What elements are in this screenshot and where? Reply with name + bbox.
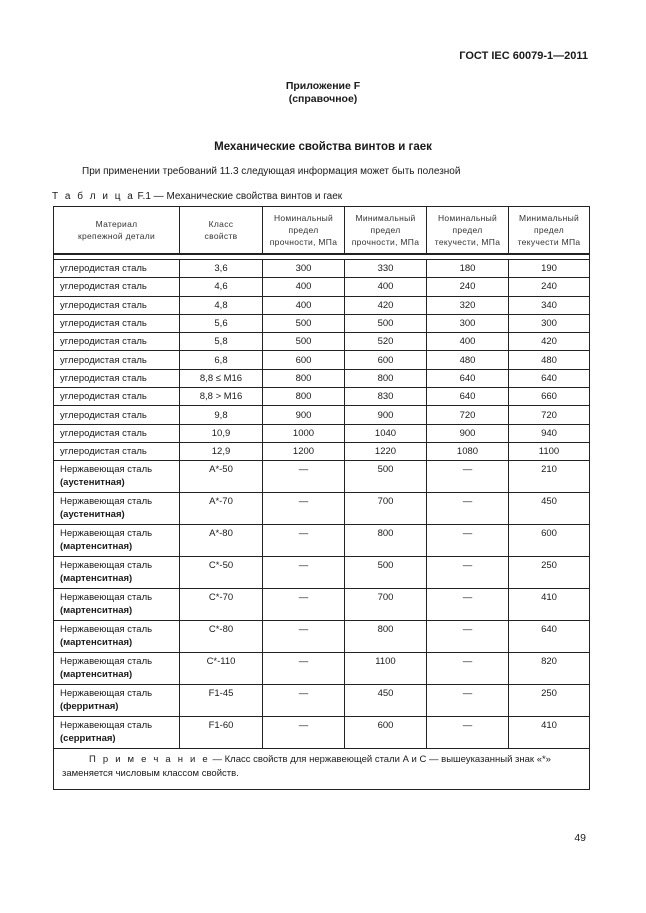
cell-class: F1-60 bbox=[180, 717, 263, 749]
cell-min-strength: 500 bbox=[345, 557, 427, 589]
table-row bbox=[54, 260, 590, 278]
cell-material: углеродистая сталь bbox=[54, 442, 180, 460]
cell-nominal-yield: 320 bbox=[427, 296, 509, 314]
cell-nominal-strength: — bbox=[263, 557, 345, 589]
intro-paragraph: При применении требований 11.3 следующая информация может быть полезной bbox=[82, 166, 461, 177]
note-prefix: П р и м е ч а н и е bbox=[89, 754, 210, 766]
cell-nominal-yield: — bbox=[427, 653, 509, 685]
table-row bbox=[54, 424, 590, 442]
cell-material: углеродистая сталь bbox=[54, 333, 180, 351]
cell-min-strength: 600 bbox=[345, 351, 427, 369]
cell-material: углеродистая сталь bbox=[54, 260, 180, 278]
cell-nominal-yield: 1080 bbox=[427, 442, 509, 460]
cell-nominal-strength: — bbox=[263, 653, 345, 685]
cell-nominal-yield: 640 bbox=[427, 388, 509, 406]
cell-min-yield: 410 bbox=[509, 589, 590, 621]
cell-class: F1-45 bbox=[180, 685, 263, 717]
cell-material bbox=[54, 653, 180, 685]
table-row bbox=[54, 351, 590, 369]
table-row bbox=[54, 557, 590, 589]
header-nominal-yield: Номинальный предел текучести, МПа bbox=[427, 207, 509, 255]
cell-material: углеродистая сталь bbox=[54, 314, 180, 332]
table-row bbox=[54, 314, 590, 332]
cell-min-strength: 330 bbox=[345, 260, 427, 278]
cell-min-yield: 210 bbox=[509, 461, 590, 493]
cell-min-yield: 720 bbox=[509, 406, 590, 424]
cell-min-yield: 250 bbox=[509, 557, 590, 589]
cell-material bbox=[54, 685, 180, 717]
cell-min-yield: 480 bbox=[509, 351, 590, 369]
cell-nominal-yield: 180 bbox=[427, 260, 509, 278]
table-row bbox=[54, 278, 590, 296]
table-row bbox=[54, 406, 590, 424]
cell-min-strength: 700 bbox=[345, 589, 427, 621]
cell-min-strength: 900 bbox=[345, 406, 427, 424]
cell-class: 10,9 bbox=[180, 424, 263, 442]
cell-min-strength: 1100 bbox=[345, 653, 427, 685]
cell-class: 4,8 bbox=[180, 296, 263, 314]
cell-min-yield: 820 bbox=[509, 653, 590, 685]
cell-min-yield: 250 bbox=[509, 685, 590, 717]
cell-min-yield: 240 bbox=[509, 278, 590, 296]
material-type: (мартенситная) bbox=[60, 541, 133, 553]
cell-min-strength: 500 bbox=[345, 461, 427, 493]
cell-nominal-strength: 500 bbox=[263, 333, 345, 351]
cell-nominal-strength: — bbox=[263, 493, 345, 525]
table-row bbox=[54, 525, 590, 557]
material-type: (мартенситная) bbox=[60, 605, 133, 617]
cell-material bbox=[54, 461, 180, 493]
cell-min-strength: 700 bbox=[345, 493, 427, 525]
cell-min-yield: 420 bbox=[509, 333, 590, 351]
cell-class: 8,8 > М16 bbox=[180, 388, 263, 406]
cell-min-strength: 830 bbox=[345, 388, 427, 406]
table-row bbox=[54, 653, 590, 685]
cell-min-yield: 660 bbox=[509, 388, 590, 406]
cell-class: С*-70 bbox=[180, 589, 263, 621]
cell-min-strength: 450 bbox=[345, 685, 427, 717]
cell-nominal-yield: — bbox=[427, 685, 509, 717]
table-row bbox=[54, 369, 590, 387]
cell-nominal-strength: 1000 bbox=[263, 424, 345, 442]
cell-class: 5,6 bbox=[180, 314, 263, 332]
header-min-strength: Минимальный предел прочности, МПа bbox=[345, 207, 427, 255]
cell-nominal-strength: 600 bbox=[263, 351, 345, 369]
cell-min-strength: 520 bbox=[345, 333, 427, 351]
material-name: Нержавеющая сталь bbox=[60, 496, 153, 508]
cell-nominal-strength: — bbox=[263, 685, 345, 717]
cell-material bbox=[54, 557, 180, 589]
cell-nominal-yield: 480 bbox=[427, 351, 509, 369]
cell-nominal-strength: 400 bbox=[263, 296, 345, 314]
cell-min-yield: 640 bbox=[509, 621, 590, 653]
cell-material: углеродистая сталь bbox=[54, 278, 180, 296]
cell-min-yield: 940 bbox=[509, 424, 590, 442]
material-type: (ферритная) bbox=[60, 701, 119, 713]
appendix-subtitle: (справочное) bbox=[288, 93, 358, 105]
table-row bbox=[54, 621, 590, 653]
cell-class: С*-50 bbox=[180, 557, 263, 589]
cell-min-strength: 1040 bbox=[345, 424, 427, 442]
cell-min-yield: 190 bbox=[509, 260, 590, 278]
table-note bbox=[54, 749, 590, 790]
material-type: (аустенитная) bbox=[60, 509, 125, 521]
table-row bbox=[54, 589, 590, 621]
material-type: (мартенситная) bbox=[60, 669, 133, 681]
cell-class: 12,9 bbox=[180, 442, 263, 460]
cell-min-yield: 450 bbox=[509, 493, 590, 525]
material-name: Нержавеющая сталь bbox=[60, 624, 153, 636]
appendix-title: Приложение F bbox=[285, 80, 361, 92]
cell-min-yield: 640 bbox=[509, 369, 590, 387]
cell-material: углеродистая сталь bbox=[54, 388, 180, 406]
table-row bbox=[54, 442, 590, 460]
cell-class: А*-50 bbox=[180, 461, 263, 493]
cell-material bbox=[54, 589, 180, 621]
cell-material: углеродистая сталь bbox=[54, 351, 180, 369]
cell-nominal-strength: 500 bbox=[263, 314, 345, 332]
cell-nominal-yield: — bbox=[427, 621, 509, 653]
table-row bbox=[54, 296, 590, 314]
table-row bbox=[54, 717, 590, 749]
cell-class: 6,8 bbox=[180, 351, 263, 369]
material-type: (мартенситная) bbox=[60, 637, 133, 649]
cell-material: углеродистая сталь bbox=[54, 369, 180, 387]
header-nominal-strength: Номинальный предел прочности, МПа bbox=[263, 207, 345, 255]
cell-material bbox=[54, 621, 180, 653]
cell-min-yield: 410 bbox=[509, 717, 590, 749]
header-material: Материал крепежной детали bbox=[54, 207, 180, 255]
cell-min-strength: 400 bbox=[345, 278, 427, 296]
cell-nominal-yield: 720 bbox=[427, 406, 509, 424]
cell-class: 3,6 bbox=[180, 260, 263, 278]
material-name: Нержавеющая сталь bbox=[60, 528, 153, 540]
table-caption-text: F.1 — Механические свойства винтов и гаек bbox=[134, 191, 343, 202]
cell-material bbox=[54, 525, 180, 557]
cell-material bbox=[54, 493, 180, 525]
cell-nominal-yield: 640 bbox=[427, 369, 509, 387]
cell-min-strength: 600 bbox=[345, 717, 427, 749]
cell-nominal-strength: — bbox=[263, 621, 345, 653]
cell-min-yield: 1100 bbox=[509, 442, 590, 460]
table-row bbox=[54, 333, 590, 351]
cell-material bbox=[54, 717, 180, 749]
cell-nominal-yield: 240 bbox=[427, 278, 509, 296]
material-type: (аустенитная) bbox=[60, 477, 125, 489]
cell-class: А*-70 bbox=[180, 493, 263, 525]
cell-nominal-strength: — bbox=[263, 525, 345, 557]
table-caption bbox=[52, 191, 342, 202]
cell-nominal-strength: — bbox=[263, 461, 345, 493]
cell-material: углеродистая сталь bbox=[54, 296, 180, 314]
cell-nominal-yield: — bbox=[427, 525, 509, 557]
appendix-heading bbox=[0, 80, 646, 106]
cell-nominal-strength: — bbox=[263, 589, 345, 621]
material-name: Нержавеющая сталь bbox=[60, 560, 153, 572]
table-row bbox=[54, 685, 590, 717]
table-body bbox=[54, 254, 590, 790]
header-class: Класс свойств bbox=[180, 207, 263, 255]
properties-table bbox=[53, 206, 590, 790]
cell-nominal-strength: 400 bbox=[263, 278, 345, 296]
cell-class: А*-80 bbox=[180, 525, 263, 557]
cell-min-strength: 420 bbox=[345, 296, 427, 314]
table-note-row bbox=[54, 749, 590, 790]
cell-class: 9,8 bbox=[180, 406, 263, 424]
cell-material: углеродистая сталь bbox=[54, 406, 180, 424]
cell-nominal-strength: 900 bbox=[263, 406, 345, 424]
header-min-yield: Минимальный предел текучести МПа bbox=[509, 207, 590, 255]
material-name: Нержавеющая сталь bbox=[60, 592, 153, 604]
cell-nominal-yield: 900 bbox=[427, 424, 509, 442]
table-caption-prefix: Т а б л и ц а bbox=[52, 191, 135, 202]
standard-header: ГОСТ IEC 60079-1—2011 bbox=[459, 50, 588, 62]
section-title: Механические свойства винтов и гаек bbox=[214, 141, 432, 153]
cell-min-strength: 800 bbox=[345, 369, 427, 387]
cell-nominal-yield: — bbox=[427, 493, 509, 525]
cell-class: С*-80 bbox=[180, 621, 263, 653]
material-name: Нержавеющая сталь bbox=[60, 656, 153, 668]
material-type: (мартенситная) bbox=[60, 573, 133, 585]
cell-min-yield: 600 bbox=[509, 525, 590, 557]
cell-min-strength: 800 bbox=[345, 621, 427, 653]
cell-nominal-strength: 300 bbox=[263, 260, 345, 278]
cell-nominal-yield: 300 bbox=[427, 314, 509, 332]
cell-nominal-yield: 400 bbox=[427, 333, 509, 351]
table-header-row bbox=[54, 207, 590, 255]
cell-nominal-yield: — bbox=[427, 461, 509, 493]
cell-class: С*-110 bbox=[180, 653, 263, 685]
cell-min-strength: 1220 bbox=[345, 442, 427, 460]
material-name: Нержавеющая сталь bbox=[60, 464, 153, 476]
cell-nominal-strength: — bbox=[263, 717, 345, 749]
page-number: 49 bbox=[574, 832, 586, 844]
cell-nominal-yield: — bbox=[427, 589, 509, 621]
cell-nominal-strength: 800 bbox=[263, 369, 345, 387]
cell-class: 5,8 bbox=[180, 333, 263, 351]
cell-min-strength: 800 bbox=[345, 525, 427, 557]
table-row bbox=[54, 388, 590, 406]
cell-nominal-strength: 800 bbox=[263, 388, 345, 406]
material-name: Нержавеющая сталь bbox=[60, 688, 153, 700]
table-row bbox=[54, 461, 590, 493]
cell-nominal-strength: 1200 bbox=[263, 442, 345, 460]
cell-class: 8,8 ≤ М16 bbox=[180, 369, 263, 387]
cell-nominal-yield: — bbox=[427, 557, 509, 589]
cell-min-yield: 340 bbox=[509, 296, 590, 314]
note-text: — Класс свойств для нержавеющей стали А и С — вышеуказанный знак «*» заменяется числовым классом свойств. bbox=[62, 754, 551, 780]
note-indent bbox=[62, 754, 89, 765]
cell-min-yield: 300 bbox=[509, 314, 590, 332]
cell-nominal-yield: — bbox=[427, 717, 509, 749]
material-type: (серритная) bbox=[60, 733, 116, 745]
table-row bbox=[54, 493, 590, 525]
material-name: Нержавеющая сталь bbox=[60, 720, 153, 732]
cell-class: 4,6 bbox=[180, 278, 263, 296]
cell-material: углеродистая сталь bbox=[54, 424, 180, 442]
cell-min-strength: 500 bbox=[345, 314, 427, 332]
